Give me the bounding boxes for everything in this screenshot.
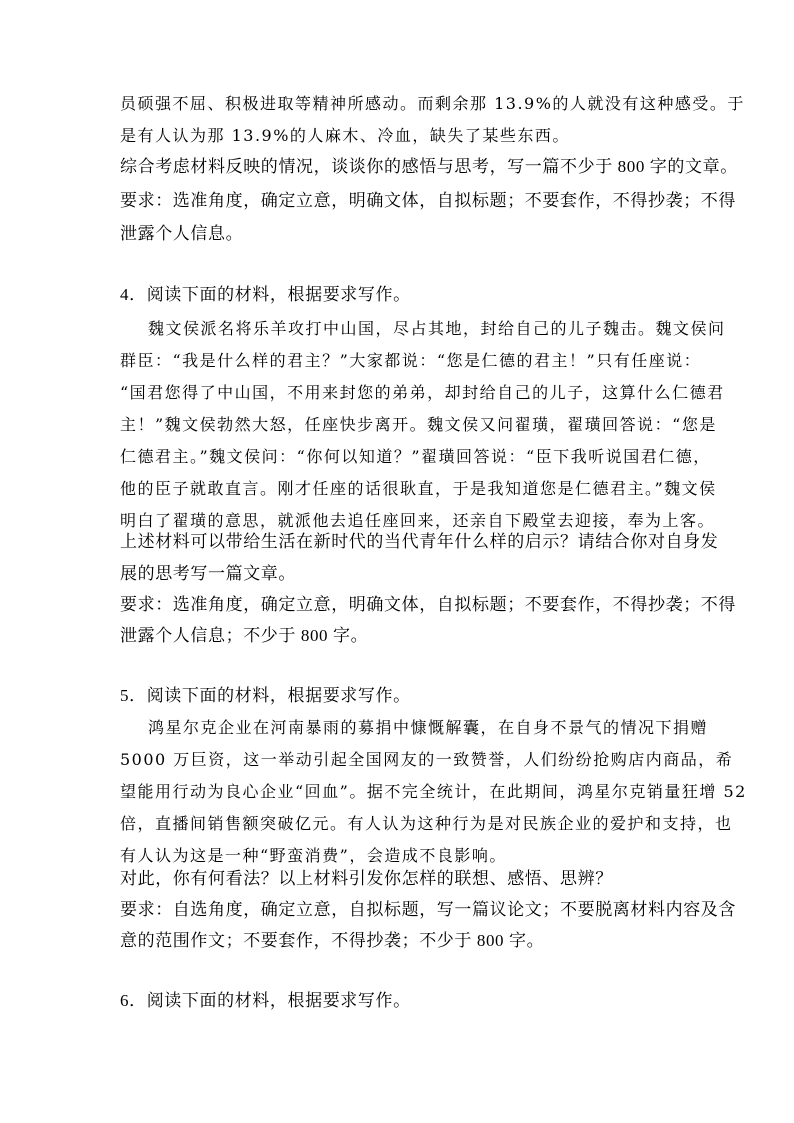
text-line: 望能用行动为良心企业“回血”。据不完全统计，在此期间，鸿星尔克销量狂增 52 (120, 782, 747, 801)
text-line: 有人认为这是一种“野蛮消费”，会造成不良影响。 (120, 846, 507, 865)
text-line: 泄露个人信息。 (120, 224, 244, 243)
text-line: 展的思考写一篇文章。 (120, 564, 296, 583)
question-heading: 4．阅读下面的材料，根据要求写作。 (120, 285, 411, 304)
text-line: 他的臣子就敢直言。刚才任座的话很耿直，于是我知道您是仁德君主。”魏文侯 (120, 479, 717, 498)
text-line: 5000 万巨资，这一举动引起全国网友的一致赞誉，人们纷纷抢购店内商品，希 (120, 750, 734, 769)
question-heading: 5．阅读下面的材料，根据要求写作。 (120, 686, 411, 705)
text-line: 意的范围作文；不要套作，不得抄袭；不少于 800 字。 (120, 931, 545, 950)
text-line: 上述材料可以带给生活在新时代的当代青年什么样的启示？请结合你对自身发 (120, 532, 719, 551)
text-line: 对此，你有何看法？以上材料引发你怎样的联想、感悟、思辨？ (120, 869, 613, 888)
text-line: 要求：选准角度，确定立意，明确文体，自拟标题；不要套作，不得抄袭；不得 (120, 191, 736, 210)
question-heading: 6．阅读下面的材料，根据要求写作。 (120, 991, 411, 1010)
text-line: “国君您得了中山国，不用来封您的弟弟，却封给自己的儿子，这算什么仁德君 (120, 383, 725, 402)
text-line: 主！”魏文侯勃然大怒，任座快步离开。魏文侯又问翟璜，翟璜回答说：“您是 (120, 415, 717, 434)
text-line: 要求：选准角度，确定立意，明确文体，自拟标题；不要套作，不得抄袭；不得 (120, 595, 736, 614)
text-line: 员硕强不屈、积极进取等精神所感动。而剩余那 13.9%的人就没有这种感受。于 (120, 94, 745, 113)
text-line: 鸿星尔克企业在河南暴雨的募捐中慷慨解囊，在自身不景气的情况下捐赠 (148, 718, 709, 737)
text-line: 要求：自选角度，确定立意，自拟标题，写一篇议论文；不要脱离材料内容及含 (120, 900, 736, 919)
text-line: 泄露个人信息；不少于 800 字。 (120, 626, 369, 645)
text-line: 魏文侯派名将乐羊攻打中山国，尽占其地，封给自己的儿子魏击。魏文侯问 (148, 319, 726, 338)
text-line: 仁德君主。”魏文侯问：“你何以知道？”翟璜回答说：“臣下我听说国君仁德， (120, 447, 711, 466)
text-line: 倍，直播间销售额突破亿元。有人认为这种行为是对民族企业的爱护和支持，也 (120, 814, 733, 833)
text-line: 群臣：“我是什么样的君主？”大家都说：“您是仁德的君主！”只有任座说： (120, 351, 702, 370)
text-line: 是有人认为那 13.9%的人麻木、冷血，缺失了某些东西。 (120, 126, 570, 145)
text-line: 明白了翟璜的意思，就派他去追任座回来，还亲自下殿堂去迎接，奉为上客。 (120, 511, 716, 530)
text-line: 综合考虑材料反映的情况，谈谈你的感悟与思考，写一篇不少于 800 字的文章。 (120, 157, 738, 176)
